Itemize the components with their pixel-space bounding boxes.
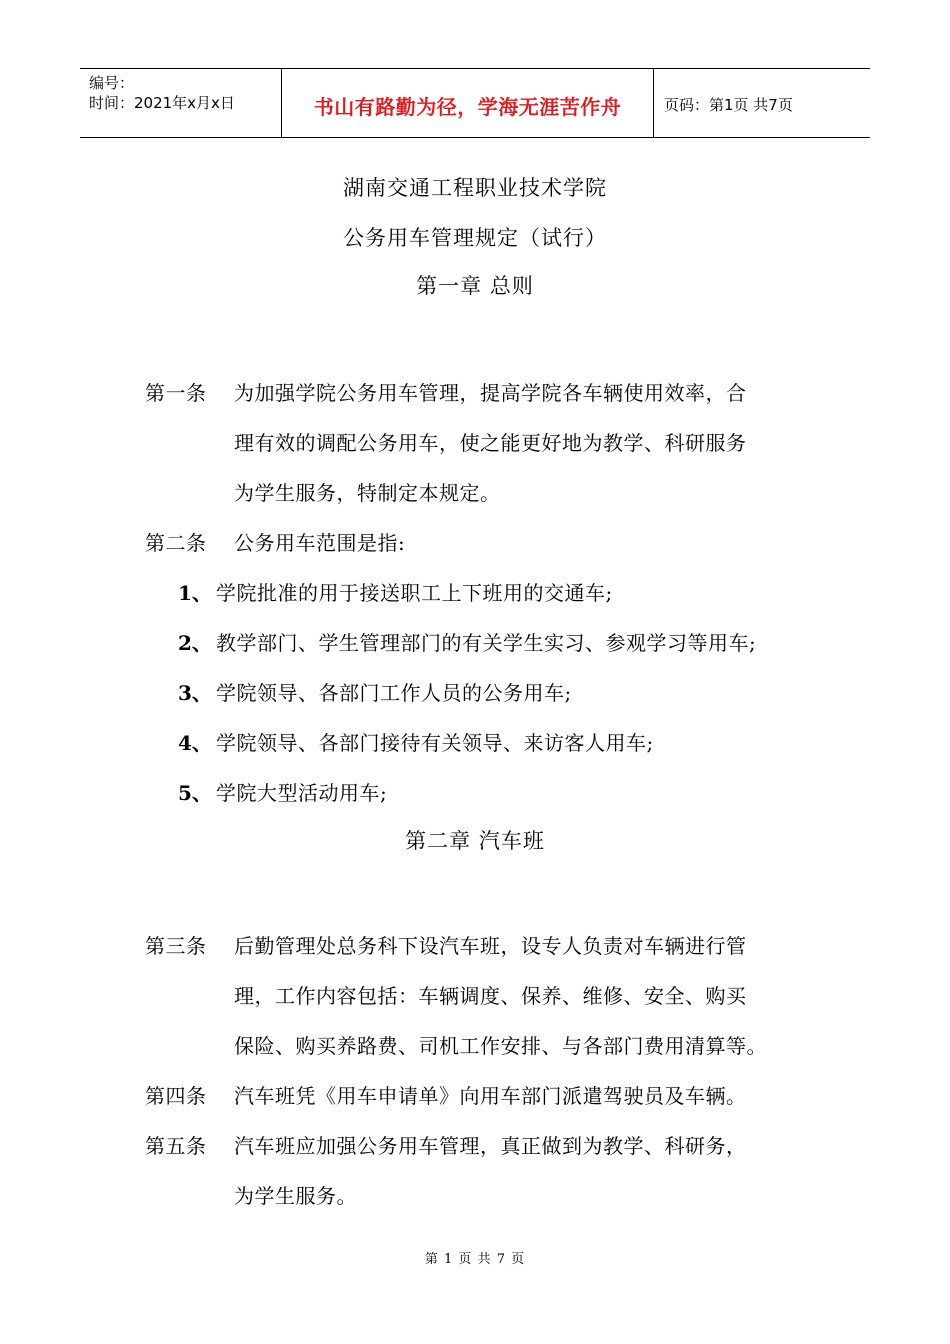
article-label: 第五条: [145, 1134, 207, 1158]
article-label: 第二条: [145, 531, 207, 555]
page-header: [80, 68, 870, 138]
article-line: 后勤管理处总务科下设汽车班，设专人负责对车辆进行管: [234, 934, 747, 958]
header-meta: [80, 69, 282, 137]
institution-title: 湖南交通工程职业技术学院: [343, 176, 607, 200]
page-info: 页码：第1页 共7页: [664, 96, 793, 114]
list-number: 3、: [178, 681, 212, 705]
document-title: 公务用车管理规定（试行）: [343, 226, 607, 250]
header-page-cell: [654, 69, 870, 137]
time-label: 时间：2021年x月x日: [89, 94, 235, 112]
article-line: 为加强学院公务用车管理，提高学院各车辆使用效率，合: [234, 381, 747, 405]
article-line: 理有效的调配公务用车，使之能更好地为教学、科研服务: [234, 431, 747, 455]
list-number: 5、: [178, 781, 212, 805]
article-line: 保险、购买养路费、司机工作安排、与各部门费用清算等。: [234, 1034, 767, 1058]
list-item: 学院领导、各部门工作人员的公务用车;: [216, 681, 572, 705]
article-line: 为学生服务，特制定本规定。: [234, 481, 501, 505]
list-number: 1、: [178, 581, 212, 605]
list-item: 学院批准的用于接送职工上下班用的交通车;: [216, 581, 613, 605]
list-item: 教学部门、学生管理部门的有关学生实习、参观学习等用车;: [216, 631, 757, 655]
article-label: 第四条: [145, 1084, 207, 1108]
article-line: 公务用车范围是指:: [234, 531, 406, 555]
article-label: 第一条: [145, 381, 207, 405]
article-line: 理，工作内容包括：车辆调度、保养、维修、安全、购买: [234, 984, 747, 1008]
article-line: 汽车班应加强公务用车管理，真正做到为教学、科研务，: [234, 1134, 747, 1158]
chapter-2-title: 第二章 汽车班: [405, 829, 545, 853]
number-label: 编号：: [89, 74, 135, 92]
chapter-1-title: 第一章 总则: [416, 274, 534, 298]
list-number: 4、: [178, 731, 212, 755]
motto: 书山有路勤为径，学海无涯苦作舟: [313, 95, 622, 119]
page-footer: 第 1 页 共 7 页: [424, 1252, 526, 1267]
list-item: 学院大型活动用车;: [216, 781, 388, 805]
article-line: 为学生服务。: [234, 1184, 357, 1208]
article-label: 第三条: [145, 934, 207, 958]
article-line: 汽车班凭《用车申请单》向用车部门派遣驾驶员及车辆。: [234, 1084, 747, 1108]
header-motto-cell: [282, 69, 654, 137]
list-number: 2、: [178, 631, 212, 655]
list-item: 学院领导、各部门接待有关领导、来访客人用车;: [216, 731, 654, 755]
